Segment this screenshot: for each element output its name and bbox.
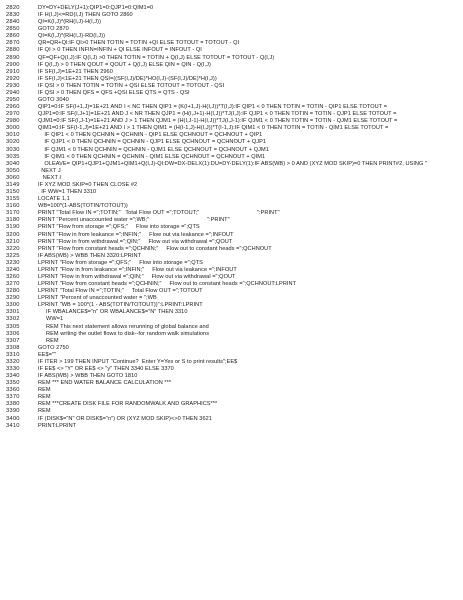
code-line — [0, 125, 463, 132]
code-text: IF XYZ MOD SKIP=0 THEN CLOSE #2 — [38, 181, 138, 188]
code-text: LPRINT "Percent of unaccounted water = ";WB — [38, 295, 157, 302]
code-text: IF SF(I,J)=1E+21 THEN 2960 — [38, 68, 113, 75]
line-number: 3050 — [6, 167, 20, 174]
line-number: 2890 — [6, 54, 20, 61]
code-line — [0, 338, 463, 345]
code-text: QF=QF+Q(I,J):IF Q(I,J) >0 THEN TOTIN = TOTIN + Q(I,J) ELSE TOTOUT = TOTOUT - Q(I,J) — [38, 54, 275, 61]
code-text: PRINT "Flow from constant heads =";QCHNIN;" Flow out to constant heads =";QCHNOUT — [38, 245, 272, 252]
code-line — [0, 55, 463, 62]
line-number: 3030 — [6, 146, 20, 153]
line-number: 3280 — [6, 288, 20, 295]
code-line — [0, 168, 463, 175]
line-number: 3306 — [6, 330, 20, 337]
line-number: 3301 — [6, 309, 20, 316]
code-line — [0, 224, 463, 231]
code-text: REM — [38, 394, 51, 401]
code-text: IF QSI > 0 THEN TOTIN = TOTIN + QSI ELSE TOTOUT = TOTOUT - QSI — [38, 82, 225, 89]
line-number: 3330 — [6, 365, 20, 372]
code-text: LPRINT "Flow in from withdrawal =";QIN;" Flow out via withdrawal =";QOUT — [38, 273, 236, 280]
line-number: 3180 — [6, 217, 20, 224]
code-text: IF (DISK$="N" OR DISK$="n") OR (XYZ MOD SKIP)<>0 THEN 3621 — [38, 415, 212, 422]
code-line — [0, 217, 463, 224]
line-number: 3200 — [6, 231, 20, 238]
code-text: QI=K(I,J)*(RH(I,J)-H(I,J)) — [38, 19, 101, 26]
code-line — [0, 62, 463, 69]
code-line — [0, 246, 463, 253]
line-number: 2830 — [6, 12, 20, 19]
code-line — [0, 352, 463, 359]
code-line — [0, 288, 463, 295]
line-number: 3370 — [6, 394, 20, 401]
line-number: 3220 — [6, 245, 20, 252]
code-line — [0, 19, 463, 26]
line-number: 2820 — [6, 5, 20, 11]
line-number: 3190 — [6, 224, 20, 231]
line-number: 3300 — [6, 302, 20, 309]
code-text: QIM1=0:IF SF(I-1,J)=1E+21 AND I > 1 THEN QIM1 = (H(I-1,J)-H(I,J))*T(I-1,J):IF QIM1 < 0 THEN TOTIN = TOTIN - QIM1 ELSE TOTOUT = — [38, 125, 389, 132]
code-line — [0, 47, 463, 54]
code-text: QR=QR+QI:IF QI>0 THEN TOTIN = TOTIN +QI ELSE TOTOUT = TOTOUT - QI — [38, 40, 240, 47]
code-text: IF WW=1 THEN 3310 — [38, 189, 97, 196]
code-line — [0, 111, 463, 118]
line-number: 2840 — [6, 19, 20, 26]
line-number: 3020 — [6, 139, 20, 146]
code-text: NEXT J — [38, 167, 61, 174]
code-text: IF QI > 0 THEN INFIN=INFIN + QI ELSE INFOUT = INFOUT - QI — [38, 47, 202, 54]
line-number: 3310 — [6, 351, 20, 358]
line-number: 3320 — [6, 358, 20, 365]
code-line — [0, 132, 463, 139]
line-number: 3170 — [6, 210, 20, 217]
code-line — [0, 316, 463, 323]
code-text: IF ABS(WB) > WBB THEN GOTO 1810 — [38, 373, 138, 380]
code-line — [0, 76, 463, 83]
code-line — [0, 423, 463, 430]
line-number: 2880 — [6, 47, 20, 54]
code-line — [0, 161, 463, 168]
line-number: 3240 — [6, 266, 20, 273]
code-text: PRINT "Flow in from withdrawal =";QIN;" Flow out via withdrawal =";QOUT — [38, 238, 233, 245]
code-text: REM — [38, 387, 51, 394]
line-number: 3225 — [6, 252, 20, 259]
code-text: PRINT "Total Flow IN =";TOTIN;" Total Flow OUT =";TOTOUT;" ":PRINT" — [38, 210, 280, 217]
code-line — [0, 331, 463, 338]
line-number: 3410 — [6, 422, 20, 429]
code-line — [0, 12, 463, 19]
code-text: IF Q(I,J) > 0 THEN QOUT = QOUT + Q(I,J) ELSE QIN = QIN - Q(I,J) — [38, 61, 211, 68]
code-line — [0, 182, 463, 189]
code-line — [0, 309, 463, 316]
code-text: LOCATE 1,1 — [38, 196, 70, 203]
code-text: REM — [38, 337, 59, 344]
code-text: LPRINT "WB = 100*(1 - ABS(TOTIN/TOTOUT))":LPRINT:LPRINT — [38, 302, 203, 309]
line-number: 3305 — [6, 323, 20, 330]
code-line — [0, 5, 463, 12]
code-line — [0, 359, 463, 366]
code-text: IF EE$ <> "Y" OR EE$ <> "y" THEN 3340 ELSE 3370 — [38, 365, 174, 372]
code-text: IF QIM1 < 0 THEN QCHNIN = QCHNIN - QIM1 ELSE QCHNOUT = QCHNOUT + QIM1 — [38, 153, 266, 160]
code-line — [0, 104, 463, 111]
line-number: 3307 — [6, 337, 20, 344]
code-line — [0, 302, 463, 309]
line-number: 2970 — [6, 111, 20, 118]
code-text: LPRINT "Flow in from leakance =";INFIN;" Flow out via leakance =";INFOUT — [38, 266, 237, 273]
line-number: 2900 — [6, 61, 20, 68]
code-text: IF ITER > 199 THEN INPUT "Continue? Enter Y=Yes or S to print results";EE$ — [38, 358, 238, 365]
code-line — [0, 408, 463, 415]
code-text: LPRINT "Flow from constant heads =";QCHNIN;" Flow out to constant heads =";QCHNOUT:LPRINT — [38, 281, 297, 288]
code-line — [0, 97, 463, 104]
code-line — [0, 281, 463, 288]
code-text: QI=K(I,J)*(RH(I,J)-RD(I,J)) — [38, 33, 106, 40]
code-text: IF QJM1 < 0 THEN QCHNIN = QCHNIN - QJM1 ELSE QCHNOUT = QCHNOUT + QJM1 — [38, 146, 269, 153]
code-text: LPRINT "Total Flow IN =";TOTIN;" Total Flow OUT =";TOTOUT — [38, 288, 203, 295]
code-text: PRINT "Percent unaccounted water =";WB;" ":PRINT" — [38, 217, 230, 224]
code-text: QJP1=0:IF SF(I,J+1)=1E+21 AND J < NR THEN QJP1 = (H(I,J+1)-H(I,J))*TJ(I,J):IF QJP1 < 0 THEN TOTIN = TOTIN - QJP1 ELSE TOTOUT = — [38, 111, 397, 118]
code-line — [0, 253, 463, 260]
line-number: 2980 — [6, 118, 20, 125]
code-text: REM *** END WATER BALANCE CALCULATION *** — [38, 380, 172, 387]
code-line — [0, 33, 463, 40]
code-text: REM ***CREATE DISK FILE FOR RANDOMWALK AND GRAPHICS*** — [38, 401, 218, 408]
line-number: 3150 — [6, 189, 20, 196]
line-number: 3040 — [6, 160, 20, 167]
code-text: QIP1=0:IF SF(I+1,J)=1E+21 AND I < NC THEN QIP1 = (K(I+1,J)-H(I,J))*T(I,J):IF QIP1 < 0 THEN TOTIN = TOTIN - QIP1 ELSE TOTOUT = — [38, 104, 388, 111]
line-number: 2960 — [6, 104, 20, 111]
code-text: IF H(I,J)<=RD(I,J) THEN GOTO 2860 — [38, 12, 133, 19]
code-text: WB=100*(1-ABS(TOTIN/TOTOUT)) — [38, 203, 128, 210]
code-text: QJM1=0:IF SF(I,J-1)=1E+21 AND J > 1 THEN QJM1 = (H(I,J-1)-H(I,J))*TJ(I,J-1):IF QJM1 < 0 THEN TOTIN = TOTIN - QJM1 ELSE TOTOUT = — [38, 118, 398, 125]
code-line — [0, 260, 463, 267]
code-line — [0, 189, 463, 196]
line-number: 2950 — [6, 97, 20, 104]
line-number: 3149 — [6, 181, 20, 188]
code-line — [0, 90, 463, 97]
code-line — [0, 40, 463, 47]
line-number: 3230 — [6, 259, 20, 266]
line-number: 3260 — [6, 273, 20, 280]
code-text: NEXT I — [38, 174, 62, 181]
code-line — [0, 69, 463, 76]
code-text: PRINT "Flow from storage =";QFS;" Flow into storage =";QTS — [38, 224, 200, 231]
code-text: OLEAVE= QIP1+QJP1+QJM1+QIM1+Q(I,J)-QI:DW=DX-DELX(1):DU=DY-DELY(1):IF ABS(WB) > 0 AND (XYZ MOD SKIP)=0 THEN PRINT#2, USING " — [38, 160, 428, 167]
line-number: 3350 — [6, 380, 20, 387]
line-number: 3035 — [6, 153, 20, 160]
code-line — [0, 373, 463, 380]
line-number: 3380 — [6, 401, 20, 408]
code-line — [0, 175, 463, 182]
line-number: 3160 — [6, 203, 20, 210]
code-line — [0, 394, 463, 401]
code-text: LPRINT "Flow from storage =";QFS;" Flow into storage =";QTS — [38, 259, 203, 266]
code-line — [0, 380, 463, 387]
line-number: 3360 — [6, 387, 20, 394]
line-number: 3210 — [6, 238, 20, 245]
line-number: 3290 — [6, 295, 20, 302]
code-line — [0, 401, 463, 408]
code-line — [0, 387, 463, 394]
code-text: REM writing the outlet flows to disk--for random walk simulations — [38, 330, 210, 337]
line-number: 2940 — [6, 89, 20, 96]
code-line — [0, 295, 463, 302]
line-number: 3308 — [6, 344, 20, 351]
code-line — [0, 416, 463, 423]
code-text: IF ABS(WB) > WBB THEN 3320:LPRINT — [38, 252, 142, 259]
code-line — [0, 154, 463, 161]
code-text: REM — [38, 408, 51, 415]
code-line — [0, 366, 463, 373]
line-number: 2930 — [6, 82, 20, 89]
line-number: 3302 — [6, 316, 20, 323]
code-line — [0, 267, 463, 274]
code-text: PRINT:LPRINT — [38, 422, 77, 429]
code-text: WW=1 — [38, 316, 64, 323]
code-text: IF QSI > 0 THEN QFS = QFS +QSI ELSE QTS = QTS - QSI — [38, 89, 190, 96]
code-line — [0, 324, 463, 331]
code-text: EE$="" — [38, 351, 57, 358]
line-number: 3155 — [6, 196, 20, 203]
code-line — [0, 274, 463, 281]
code-text: IF QJP1 < 0 THEN QCHNIN = QCHNIN - QJP1 ELSE QCHNOUT = QCHNOUT + QJP1 — [38, 139, 267, 146]
line-number: 3340 — [6, 373, 20, 380]
code-text: DY=DY+DELY(J+1):QIP1=0:QJP1=0:QIM1=0 — [38, 5, 154, 11]
code-line — [0, 139, 463, 146]
code-text: PRINT "Flow in from leakance =";INFIN;" Flow out via leakance =";INFOUT — [38, 231, 234, 238]
line-number: 2870 — [6, 40, 20, 47]
line-number: 3010 — [6, 132, 20, 139]
code-line — [0, 83, 463, 90]
line-number: 2860 — [6, 33, 20, 40]
line-number: 3060 — [6, 174, 20, 181]
code-line — [0, 239, 463, 246]
line-number: 3270 — [6, 281, 20, 288]
line-number: 2850 — [6, 26, 20, 33]
code-text: GOTO 3040 — [38, 97, 69, 104]
code-text: IF SF(I,J)<1E+21 THEN QSI=((SF(I,J)/DE)*HO(I,J)-(SF(I,J)/DE)*H(I,J)) — [38, 75, 217, 82]
code-text: IF WBALANCE$="n" OR WBALANCE$="N" THEN 3310 — [38, 309, 188, 316]
code-line — [0, 26, 463, 33]
code-line — [0, 196, 463, 203]
line-number: 3390 — [6, 408, 20, 415]
code-line — [0, 232, 463, 239]
code-line — [0, 118, 463, 125]
code-line — [0, 345, 463, 352]
code-line — [0, 203, 463, 210]
code-text: REM This next statement allows rerunning of global balance and — [38, 323, 209, 330]
line-number: 3400 — [6, 415, 20, 422]
code-text: IF QIP1 < 0 THEN QCHNIN = QCHNIN - QIP1 ELSE QCHNOUT = QCHNOUT + QIP1 — [38, 132, 263, 139]
line-number: 2910 — [6, 68, 20, 75]
code-text: GOTO 2750 — [38, 344, 69, 351]
code-line — [0, 147, 463, 154]
line-number: 3000 — [6, 125, 20, 132]
code-text: GOTO 2870 — [38, 26, 69, 33]
line-number: 2920 — [6, 75, 20, 82]
code-line — [0, 210, 463, 217]
